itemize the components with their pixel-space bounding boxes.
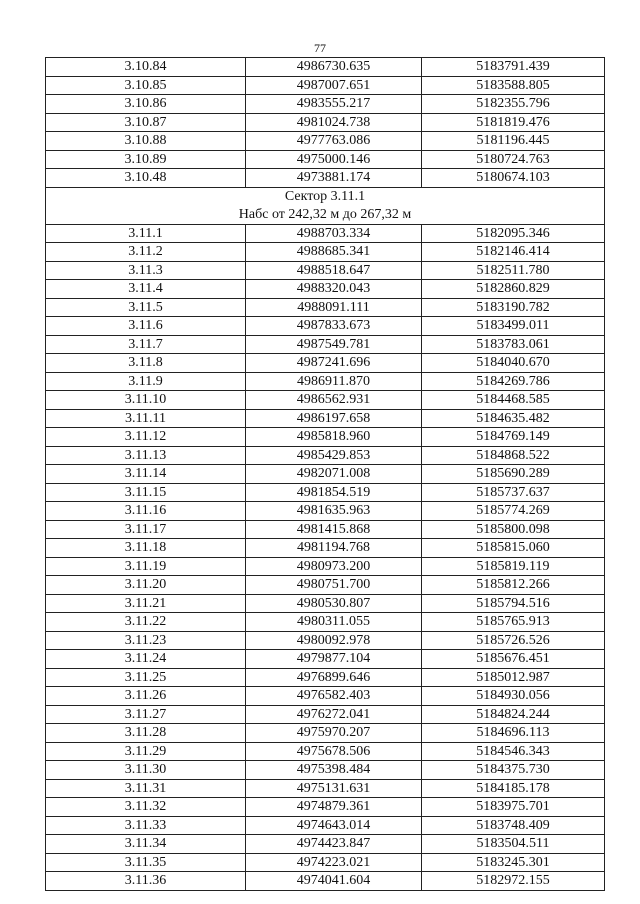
x-coordinate-cell: 4975131.631 bbox=[246, 779, 422, 798]
y-coordinate-cell: 5185737.637 bbox=[422, 483, 605, 502]
x-coordinate-cell: 4973881.174 bbox=[246, 169, 422, 188]
x-coordinate-cell: 4985818.960 bbox=[246, 428, 422, 447]
y-coordinate-cell: 5184769.149 bbox=[422, 428, 605, 447]
x-coordinate-cell: 4986911.870 bbox=[246, 372, 422, 391]
point-id-cell: 3.11.35 bbox=[46, 853, 246, 872]
x-coordinate-cell: 4985429.853 bbox=[246, 446, 422, 465]
table-row bbox=[46, 613, 605, 632]
point-id-cell: 3.11.36 bbox=[46, 872, 246, 891]
y-coordinate-cell: 5184185.178 bbox=[422, 779, 605, 798]
point-id-cell: 3.11.9 bbox=[46, 372, 246, 391]
y-coordinate-cell: 5185690.289 bbox=[422, 465, 605, 484]
y-coordinate-cell: 5182860.829 bbox=[422, 280, 605, 299]
table-row bbox=[46, 798, 605, 817]
table-row bbox=[46, 335, 605, 354]
point-id-cell: 3.11.13 bbox=[46, 446, 246, 465]
y-coordinate-cell: 5184468.585 bbox=[422, 391, 605, 410]
x-coordinate-cell: 4987833.673 bbox=[246, 317, 422, 336]
page-number: 77 bbox=[314, 41, 326, 55]
y-coordinate-cell: 5185765.913 bbox=[422, 613, 605, 632]
point-id-cell: 3.11.4 bbox=[46, 280, 246, 299]
table-row bbox=[46, 724, 605, 743]
point-id-cell: 3.11.11 bbox=[46, 409, 246, 428]
point-id-cell: 3.11.12 bbox=[46, 428, 246, 447]
table-row bbox=[46, 761, 605, 780]
table-row bbox=[46, 391, 605, 410]
y-coordinate-cell: 5180674.103 bbox=[422, 169, 605, 188]
y-coordinate-cell: 5185774.269 bbox=[422, 502, 605, 521]
table-row bbox=[46, 95, 605, 114]
point-id-cell: 3.11.19 bbox=[46, 557, 246, 576]
y-coordinate-cell: 5183783.061 bbox=[422, 335, 605, 354]
x-coordinate-cell: 4974223.021 bbox=[246, 853, 422, 872]
y-coordinate-cell: 5181819.476 bbox=[422, 113, 605, 132]
point-id-cell: 3.11.24 bbox=[46, 650, 246, 669]
point-id-cell: 3.10.85 bbox=[46, 76, 246, 95]
point-id-cell: 3.11.3 bbox=[46, 261, 246, 280]
point-id-cell: 3.11.15 bbox=[46, 483, 246, 502]
x-coordinate-cell: 4976899.646 bbox=[246, 668, 422, 687]
rows-sector-3-10 bbox=[46, 58, 605, 188]
x-coordinate-cell: 4974423.847 bbox=[246, 835, 422, 854]
y-coordinate-cell: 5182511.780 bbox=[422, 261, 605, 280]
table-row bbox=[46, 169, 605, 188]
y-coordinate-cell: 5183588.805 bbox=[422, 76, 605, 95]
x-coordinate-cell: 4980311.055 bbox=[246, 613, 422, 632]
x-coordinate-cell: 4981854.519 bbox=[246, 483, 422, 502]
point-id-cell: 3.11.20 bbox=[46, 576, 246, 595]
y-coordinate-cell: 5184824.244 bbox=[422, 705, 605, 724]
point-id-cell: 3.11.23 bbox=[46, 631, 246, 650]
point-id-cell: 3.11.26 bbox=[46, 687, 246, 706]
table-row bbox=[46, 650, 605, 669]
table-row bbox=[46, 372, 605, 391]
y-coordinate-cell: 5182146.414 bbox=[422, 243, 605, 262]
x-coordinate-cell: 4986562.931 bbox=[246, 391, 422, 410]
sector-header-group bbox=[46, 187, 605, 224]
y-coordinate-cell: 5183499.011 bbox=[422, 317, 605, 336]
y-coordinate-cell: 5184546.343 bbox=[422, 742, 605, 761]
table-row bbox=[46, 58, 605, 77]
table-row bbox=[46, 835, 605, 854]
x-coordinate-cell: 4980530.807 bbox=[246, 594, 422, 613]
rows-sector-3-11 bbox=[46, 224, 605, 890]
point-id-cell: 3.11.10 bbox=[46, 391, 246, 410]
x-coordinate-cell: 4976272.041 bbox=[246, 705, 422, 724]
x-coordinate-cell: 4987007.651 bbox=[246, 76, 422, 95]
table-row bbox=[46, 446, 605, 465]
x-coordinate-cell: 4977763.086 bbox=[246, 132, 422, 151]
table-row bbox=[46, 779, 605, 798]
y-coordinate-cell: 5180724.763 bbox=[422, 150, 605, 169]
x-coordinate-cell: 4988518.647 bbox=[246, 261, 422, 280]
x-coordinate-cell: 4974879.361 bbox=[246, 798, 422, 817]
table-row bbox=[46, 816, 605, 835]
y-coordinate-cell: 5184696.113 bbox=[422, 724, 605, 743]
y-coordinate-cell: 5184635.482 bbox=[422, 409, 605, 428]
x-coordinate-cell: 4988091.111 bbox=[246, 298, 422, 317]
x-coordinate-cell: 4981024.738 bbox=[246, 113, 422, 132]
x-coordinate-cell: 4980092.978 bbox=[246, 631, 422, 650]
point-id-cell: 3.11.2 bbox=[46, 243, 246, 262]
table-row bbox=[46, 113, 605, 132]
table-row bbox=[46, 705, 605, 724]
x-coordinate-cell: 4988320.043 bbox=[246, 280, 422, 299]
y-coordinate-cell: 5184868.522 bbox=[422, 446, 605, 465]
x-coordinate-cell: 4974041.604 bbox=[246, 872, 422, 891]
point-id-cell: 3.10.89 bbox=[46, 150, 246, 169]
y-coordinate-cell: 5183504.511 bbox=[422, 835, 605, 854]
point-id-cell: 3.11.8 bbox=[46, 354, 246, 373]
table-row bbox=[46, 132, 605, 151]
x-coordinate-cell: 4988703.334 bbox=[246, 224, 422, 243]
y-coordinate-cell: 5181196.445 bbox=[422, 132, 605, 151]
y-coordinate-cell: 5184040.670 bbox=[422, 354, 605, 373]
y-coordinate-cell: 5185812.266 bbox=[422, 576, 605, 595]
point-id-cell: 3.11.17 bbox=[46, 520, 246, 539]
x-coordinate-cell: 4983555.217 bbox=[246, 95, 422, 114]
y-coordinate-cell: 5185800.098 bbox=[422, 520, 605, 539]
table-row bbox=[46, 243, 605, 262]
point-id-cell: 3.11.30 bbox=[46, 761, 246, 780]
point-id-cell: 3.11.25 bbox=[46, 668, 246, 687]
table-row bbox=[46, 280, 605, 299]
point-id-cell: 3.11.7 bbox=[46, 335, 246, 354]
point-id-cell: 3.11.33 bbox=[46, 816, 246, 835]
table-row bbox=[46, 298, 605, 317]
point-id-cell: 3.11.29 bbox=[46, 742, 246, 761]
sector-header-row bbox=[46, 187, 605, 224]
table-row bbox=[46, 687, 605, 706]
point-id-cell: 3.11.6 bbox=[46, 317, 246, 336]
sector-title: Сектор 3.11.1 bbox=[284, 188, 366, 204]
table-row bbox=[46, 465, 605, 484]
x-coordinate-cell: 4987549.781 bbox=[246, 335, 422, 354]
x-coordinate-cell: 4986730.635 bbox=[246, 58, 422, 77]
table-row bbox=[46, 76, 605, 95]
y-coordinate-cell: 5184930.056 bbox=[422, 687, 605, 706]
y-coordinate-cell: 5185726.526 bbox=[422, 631, 605, 650]
x-coordinate-cell: 4975970.207 bbox=[246, 724, 422, 743]
table-row bbox=[46, 631, 605, 650]
coordinates-table bbox=[45, 57, 605, 891]
sector-header-cell bbox=[46, 187, 605, 224]
table-row bbox=[46, 742, 605, 761]
x-coordinate-cell: 4976582.403 bbox=[246, 687, 422, 706]
y-coordinate-cell: 5184269.786 bbox=[422, 372, 605, 391]
point-id-cell: 3.11.28 bbox=[46, 724, 246, 743]
y-coordinate-cell: 5182095.346 bbox=[422, 224, 605, 243]
x-coordinate-cell: 4980751.700 bbox=[246, 576, 422, 595]
point-id-cell: 3.11.1 bbox=[46, 224, 246, 243]
table-row bbox=[46, 224, 605, 243]
table-row bbox=[46, 261, 605, 280]
table-row bbox=[46, 853, 605, 872]
table-row bbox=[46, 557, 605, 576]
point-id-cell: 3.10.84 bbox=[46, 58, 246, 77]
table-row bbox=[46, 354, 605, 373]
x-coordinate-cell: 4975000.146 bbox=[246, 150, 422, 169]
x-coordinate-cell: 4981415.868 bbox=[246, 520, 422, 539]
y-coordinate-cell: 5182355.796 bbox=[422, 95, 605, 114]
point-id-cell: 3.11.18 bbox=[46, 539, 246, 558]
point-id-cell: 3.11.32 bbox=[46, 798, 246, 817]
sector-subtitle: Набс от 242,32 м до 267,32 м bbox=[238, 206, 412, 222]
x-coordinate-cell: 4982071.008 bbox=[246, 465, 422, 484]
y-coordinate-cell: 5183748.409 bbox=[422, 816, 605, 835]
table-row bbox=[46, 317, 605, 336]
y-coordinate-cell: 5183791.439 bbox=[422, 58, 605, 77]
x-coordinate-cell: 4975678.506 bbox=[246, 742, 422, 761]
y-coordinate-cell: 5185012.987 bbox=[422, 668, 605, 687]
x-coordinate-cell: 4975398.484 bbox=[246, 761, 422, 780]
point-id-cell: 3.11.21 bbox=[46, 594, 246, 613]
y-coordinate-cell: 5185819.119 bbox=[422, 557, 605, 576]
point-id-cell: 3.11.5 bbox=[46, 298, 246, 317]
y-coordinate-cell: 5183245.301 bbox=[422, 853, 605, 872]
x-coordinate-cell: 4979877.104 bbox=[246, 650, 422, 669]
y-coordinate-cell: 5185676.451 bbox=[422, 650, 605, 669]
y-coordinate-cell: 5182972.155 bbox=[422, 872, 605, 891]
x-coordinate-cell: 4986197.658 bbox=[246, 409, 422, 428]
point-id-cell: 3.10.88 bbox=[46, 132, 246, 151]
point-id-cell: 3.10.86 bbox=[46, 95, 246, 114]
point-id-cell: 3.11.16 bbox=[46, 502, 246, 521]
table-row bbox=[46, 872, 605, 891]
table-row bbox=[46, 539, 605, 558]
table-row bbox=[46, 483, 605, 502]
point-id-cell: 3.10.48 bbox=[46, 169, 246, 188]
point-id-cell: 3.11.34 bbox=[46, 835, 246, 854]
point-id-cell: 3.11.22 bbox=[46, 613, 246, 632]
x-coordinate-cell: 4980973.200 bbox=[246, 557, 422, 576]
point-id-cell: 3.10.87 bbox=[46, 113, 246, 132]
x-coordinate-cell: 4987241.696 bbox=[246, 354, 422, 373]
y-coordinate-cell: 5183190.782 bbox=[422, 298, 605, 317]
point-id-cell: 3.11.14 bbox=[46, 465, 246, 484]
table-row bbox=[46, 409, 605, 428]
table-row bbox=[46, 502, 605, 521]
point-id-cell: 3.11.31 bbox=[46, 779, 246, 798]
x-coordinate-cell: 4988685.341 bbox=[246, 243, 422, 262]
point-id-cell: 3.11.27 bbox=[46, 705, 246, 724]
y-coordinate-cell: 5184375.730 bbox=[422, 761, 605, 780]
table-row bbox=[46, 594, 605, 613]
x-coordinate-cell: 4981194.768 bbox=[246, 539, 422, 558]
table-row bbox=[46, 150, 605, 169]
y-coordinate-cell: 5185794.516 bbox=[422, 594, 605, 613]
table-row bbox=[46, 520, 605, 539]
y-coordinate-cell: 5183975.701 bbox=[422, 798, 605, 817]
x-coordinate-cell: 4974643.014 bbox=[246, 816, 422, 835]
table-row bbox=[46, 668, 605, 687]
x-coordinate-cell: 4981635.963 bbox=[246, 502, 422, 521]
table-row bbox=[46, 576, 605, 595]
table-row bbox=[46, 428, 605, 447]
y-coordinate-cell: 5185815.060 bbox=[422, 539, 605, 558]
